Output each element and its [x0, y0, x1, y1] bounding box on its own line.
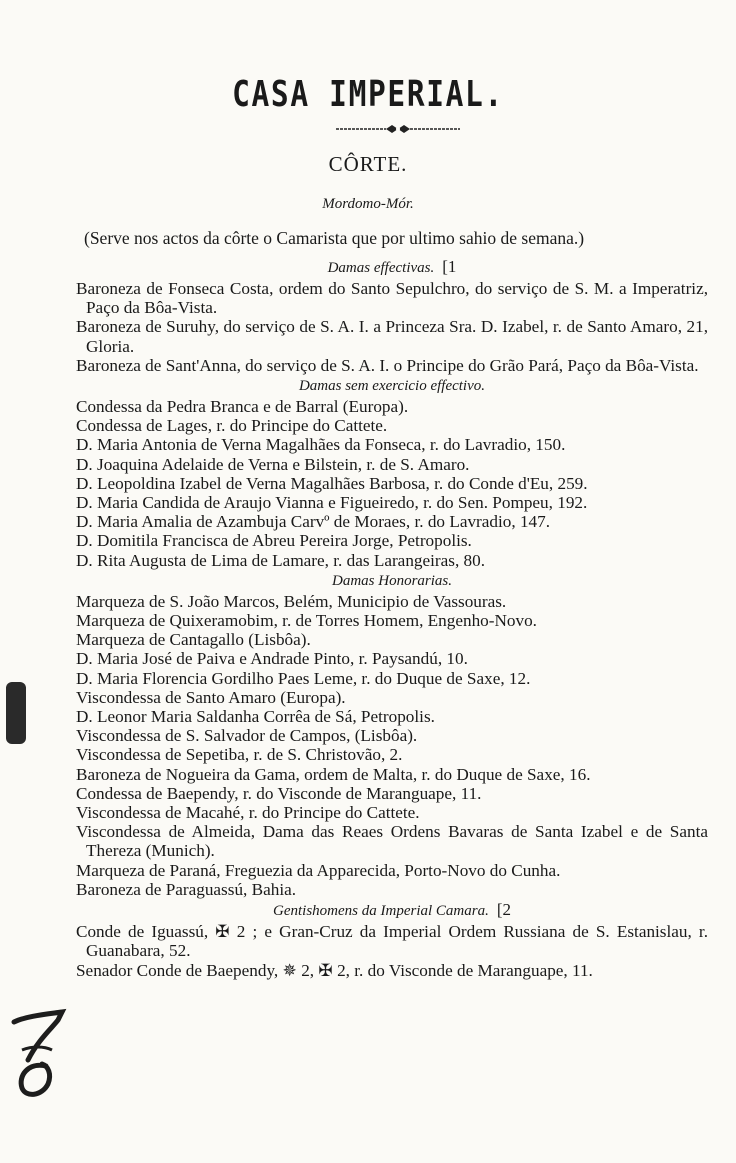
- section-heading: [76, 570, 708, 592]
- list-item: D. Maria Florencia Gordilho Paes Leme, r. do Duque de Saxe, 12.: [76, 668, 531, 688]
- list-item: Marqueza de Paraná, Freguezia da Apparecida, Porto-Novo do Cunha.: [76, 860, 561, 880]
- list-item: Marqueza de Quixeramobim, r. de Torres Homem, Engenho-Novo.: [76, 611, 537, 631]
- list-item: Baroneza de Fonseca Costa, ordem do Santo Sepulchro, do serviço de S. M. a Imperatriz, Paço da Bôa-Vista.: [76, 279, 708, 318]
- list-item: Baroneza de Paraguassú, Bahia.: [76, 879, 297, 899]
- list-item: Viscondessa de Sepetiba, r. de S. Christovão, 2.: [76, 745, 403, 765]
- list-item: Marqueza de S. João Marcos, Belém, Municipio de Vassouras.: [76, 591, 507, 611]
- list-item: Marqueza de Cantagallo (Lisbôa).: [76, 630, 311, 650]
- service-note: (Serve nos actos da côrte o Camarista que por ultimo sahio de semana.): [84, 228, 585, 248]
- section-mark: [1: [442, 257, 457, 276]
- section-heading: [76, 375, 708, 397]
- list-item: Conde de Iguassú, ✠ 2 ; e Gran-Cruz da Imperial Ordem Russiana de S. Estanislau, r. Guanabara, 52.: [76, 922, 708, 961]
- list-item: D. Maria Antonia de Verna Magalhães da Fonseca, r. do Lavradio, 150.: [76, 435, 566, 455]
- office-heading: Mordomo-Mór.: [322, 196, 414, 212]
- list-item: Senador Conde de Baependy, ✵ 2, ✠ 2, r. do Visconde de Maranguape, 11.: [76, 960, 593, 980]
- section-heading: [76, 256, 708, 279]
- list-item: Baroneza de Sant'Anna, do serviço de S. A. I. o Principe do Grão Pará, Paço da Bôa-Vista.: [76, 355, 699, 375]
- list-item: D. Maria José de Paiva e Andrade Pinto, r. Paysandú, 10.: [76, 649, 468, 669]
- list-item: D. Maria Amalia de Azambuja Carvº de Moraes, r. do Lavradio, 147.: [76, 512, 551, 532]
- list-item: Baroneza de Nogueira da Gama, ordem de Malta, r. do Duque de Saxe, 16.: [76, 764, 591, 784]
- list-item: Viscondessa de Santo Amaro (Europa).: [76, 687, 346, 707]
- list-item: Condessa de Baependy, r. do Visconde de Maranguape, 11.: [76, 783, 482, 803]
- entries-list: [76, 256, 708, 980]
- list-item: Condessa de Lages, r. do Principe do Cattete.: [76, 416, 388, 436]
- section-heading-text: Gentishomens da Imperial Camara.: [273, 903, 489, 920]
- list-item: D. Maria Candida de Araujo Vianna e Figueiredo, r. do Sen. Pompeu, 192.: [76, 493, 588, 513]
- list-item: Viscondessa de Almeida, Dama das Reaes Ordens Bavaras de Santa Izabel e de Santa Thereza (Munich).: [76, 822, 708, 861]
- title-ornament: [336, 124, 460, 134]
- list-item: D. Leopoldina Izabel de Verna Magalhães Barbosa, r. do Conde d'Eu, 259.: [76, 473, 588, 493]
- handwritten-numeral-mark: [8, 1000, 68, 1100]
- list-item: Condessa da Pedra Branca e de Barral (Europa).: [76, 397, 409, 417]
- section-mark: [2: [496, 900, 511, 920]
- section-heading: [76, 899, 708, 922]
- section-heading-text: Damas effectivas.: [327, 260, 435, 276]
- page-title: CASA IMPERIAL.: [232, 74, 504, 115]
- section-heading-text: Damas Honorarias.: [331, 572, 452, 589]
- list-item: Viscondessa de Macahé, r. do Principe do Cattete.: [76, 803, 420, 823]
- list-item: D. Domitila Francisca de Abreu Pereira Jorge, Petropolis.: [76, 531, 472, 551]
- list-item: D. Leonor Maria Saldanha Corrêa de Sá, Petropolis.: [76, 707, 435, 727]
- margin-ink-stain: [6, 682, 26, 744]
- list-item: D. Joaquina Adelaide de Verna e Bilstein, r. de S. Amaro.: [76, 454, 470, 474]
- list-item: Viscondessa de S. Salvador de Campos, (Lisbôa).: [76, 726, 418, 746]
- list-item: Baroneza de Suruhy, do serviço de S. A. I. a Princeza Sra. D. Izabel, r. de Santo Amaro, 21, Gloria.: [76, 317, 708, 356]
- section-heading-text: Damas sem exercicio effectivo.: [298, 378, 486, 395]
- list-item: D. Rita Augusta de Lima de Lamare, r. das Larangeiras, 80.: [76, 550, 486, 570]
- court-heading: CÔRTE.: [328, 152, 408, 176]
